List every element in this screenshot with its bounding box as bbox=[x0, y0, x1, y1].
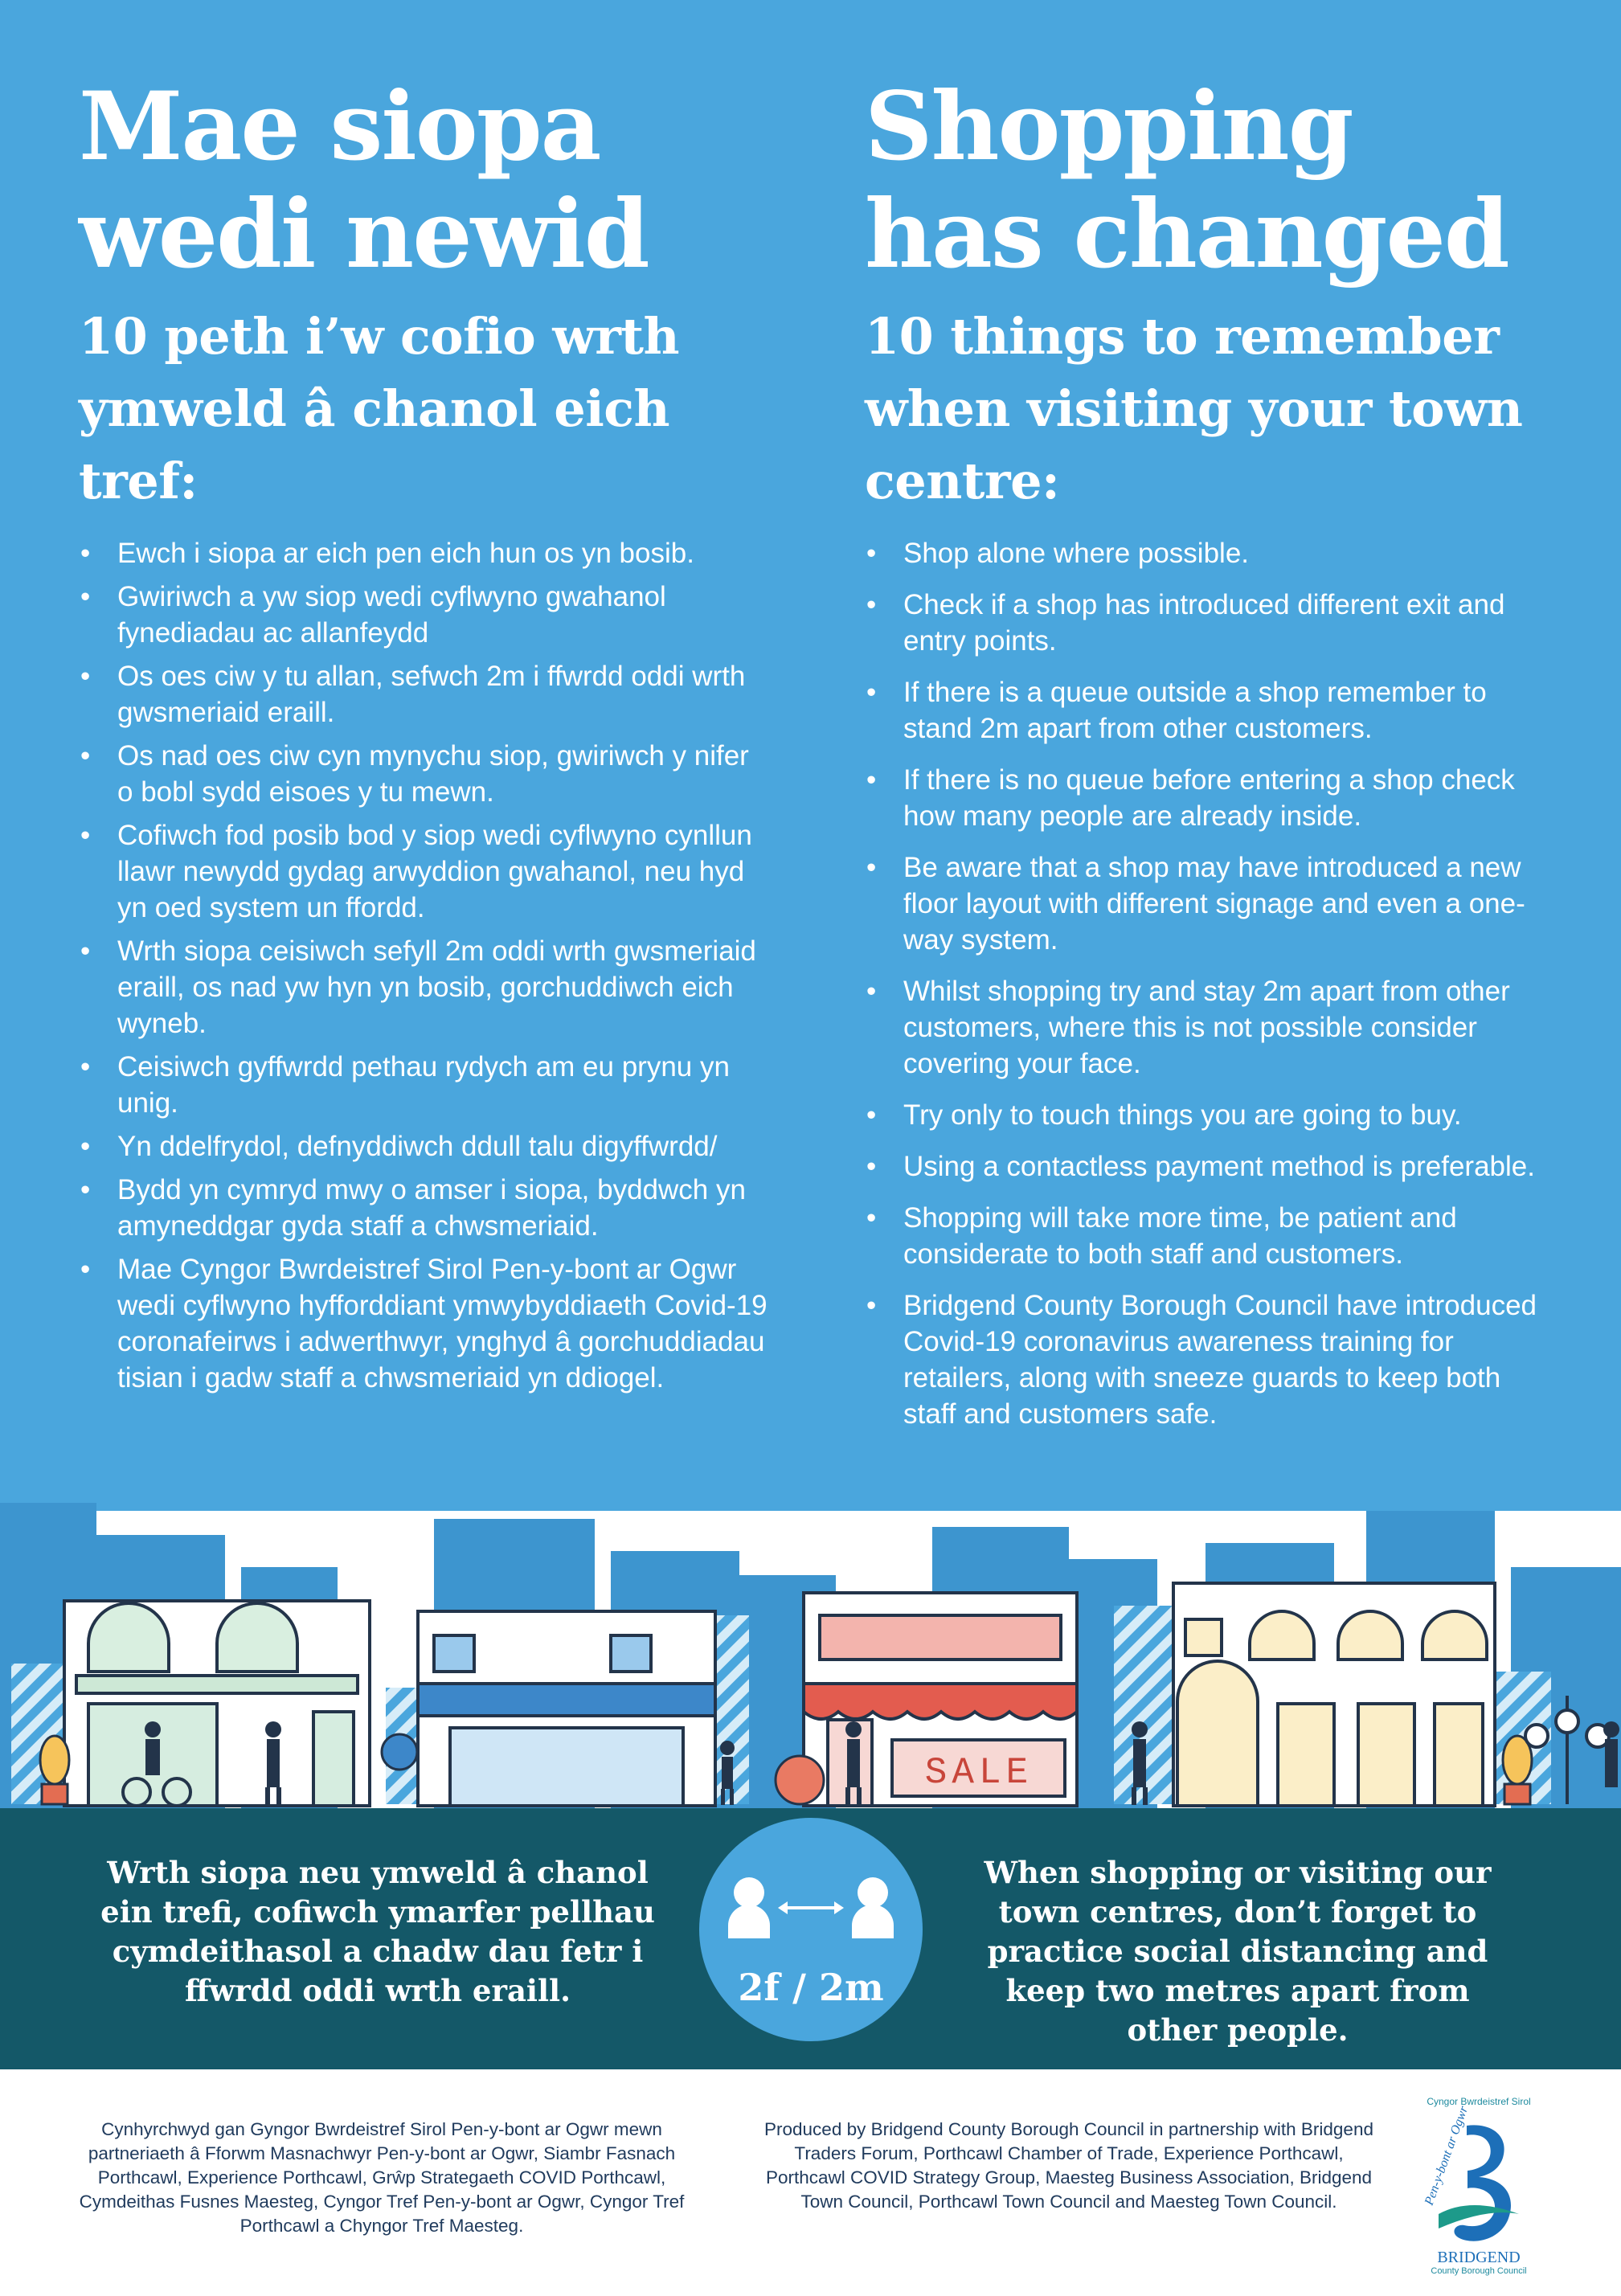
plant bbox=[40, 1736, 69, 1804]
list-item: • Ewch i siopa ar eich pen eich hun os yn bosib. bbox=[79, 535, 770, 571]
list-item: • Shopping will take more time, be patient and considerate to both staff and customers. bbox=[865, 1200, 1556, 1272]
bullet: • bbox=[80, 740, 91, 771]
bullet: • bbox=[866, 1099, 877, 1131]
list-item: • Whilst shopping try and stay 2m apart from other customers, where this is not possible consider covering your face. bbox=[865, 973, 1556, 1082]
logo-welsh-name: Pen-y-bont ar Ogwr bbox=[1422, 2104, 1472, 2208]
list-item: • Wrth siopa ceisiwch sefyll 2m oddi wrth gwsmeriaid eraill, os nad yw hyn yn bosib, gorchuddiwch eich wyneb. bbox=[79, 933, 770, 1042]
list-item: • Try only to touch things you are going to buy. bbox=[865, 1097, 1556, 1133]
logo-welsh-council: Cyngor Bwrdeistref Sirol bbox=[1427, 2096, 1531, 2107]
two-people-distance-icon bbox=[699, 1818, 923, 1962]
list-item: • Using a contactless payment method is preferable. bbox=[865, 1148, 1556, 1185]
bullet: • bbox=[80, 581, 91, 612]
list-item: • If there is a queue outside a shop remember to stand 2m apart from other customers. bbox=[865, 674, 1556, 747]
list-item: • Cofiwch fod posib bod y siop wedi cyflwyno cynllun llawr newydd gydag arwyddion gwahanol, neu hyd yn oed system un ffordd. bbox=[79, 817, 770, 926]
street-illustration bbox=[0, 1503, 1621, 1808]
bullet: • bbox=[866, 1290, 877, 1321]
shrub bbox=[382, 1734, 417, 1770]
list-item: • Bydd yn cymryd mwy o amser i siopa, byddwch yn amyneddgar gyda staff a chwsmeriaid. bbox=[79, 1172, 770, 1244]
bullet: • bbox=[80, 1051, 91, 1083]
english-distancing-message: When shopping or visiting our town centres, don’t forget to practice social distancing and keep two metres apart from other people. bbox=[984, 1855, 1492, 2048]
welsh-tips-list bbox=[79, 535, 770, 1396]
list-item: • Bridgend County Borough Council have introduced Covid-19 coronavirus awareness training for retailers, along with sneeze guards to keep both staff and customers safe. bbox=[865, 1287, 1556, 1432]
distancing-band bbox=[0, 1808, 1621, 2069]
bullet: • bbox=[866, 1202, 877, 1234]
english-subheading: 10 things to remember when visiting your town centre: bbox=[865, 307, 1523, 510]
welsh-column bbox=[79, 72, 770, 1403]
list-item: • Ceisiwch gyffwrdd pethau rydych am eu prynu yn unig. bbox=[79, 1049, 770, 1121]
bullet: • bbox=[80, 935, 91, 967]
bullet: • bbox=[866, 852, 877, 883]
bullet: • bbox=[866, 976, 877, 1007]
cream-building bbox=[1173, 1583, 1495, 1806]
welsh-subheading: 10 peth i’w cofio wrth ymweld â chanol eich tref: bbox=[79, 307, 680, 510]
logo-english-council: County Borough Council bbox=[1431, 2266, 1527, 2276]
list-item: • Check if a shop has introduced different exit and entry points. bbox=[865, 587, 1556, 659]
list-item: • Gwiriwch a yw siop wedi cyflwyno gwahanol fynediadau ac allanfeydd bbox=[79, 579, 770, 651]
bullet: • bbox=[80, 1131, 91, 1162]
bullet: • bbox=[866, 1151, 877, 1182]
bullet: • bbox=[80, 1174, 91, 1205]
distance-label: 2f / 2m bbox=[738, 1966, 884, 2009]
bullet: • bbox=[80, 1254, 91, 1285]
list-item: • Yn ddelfrydol, defnyddiwch ddull talu digyffwrdd/ bbox=[79, 1128, 770, 1164]
bullet: • bbox=[866, 764, 877, 796]
list-item: • If there is no queue before entering a shop check how many people are already inside. bbox=[865, 762, 1556, 834]
distance-badge bbox=[699, 1818, 923, 2041]
plant bbox=[1503, 1736, 1532, 1804]
english-tips-list bbox=[865, 535, 1556, 1432]
english-headline: Shopping has changed bbox=[865, 71, 1508, 289]
bullet: • bbox=[866, 677, 877, 708]
list-item: • Be aware that a shop may have introduced a new floor layout with different signage and even a one-way system. bbox=[865, 849, 1556, 958]
cafe-shop bbox=[64, 1601, 370, 1806]
list-item: • Os nad oes ciw cyn mynychu siop, gwiriwch y nifer o bobl sydd eisoes y tu mewn. bbox=[79, 738, 770, 810]
logo-english-name: BRIDGEND bbox=[1437, 2249, 1521, 2266]
welsh-distancing-message: Wrth siopa neu ymweld â chanol ein trefi, cofiwch ymarfer pellhau cymdeithasol a chadw dau fetr i ffwrdd oddi wrth eraill. bbox=[100, 1855, 655, 2008]
english-credit: Produced by Bridgend County Borough Council in partnership with Bridgend Traders Forum, Porthcawl Chamber of Trade, Experience Porthcawl, Porthcawl COVID Strategy Group, Maesteg Business Association, Bridgend Town Council, Porthcawl Town Council and Maesteg Town Council. bbox=[764, 2119, 1373, 2212]
footer bbox=[0, 2069, 1621, 2296]
sale-sign: SALE bbox=[924, 1752, 1034, 1794]
bullet: • bbox=[866, 589, 877, 620]
english-column bbox=[865, 72, 1556, 1447]
pedestrian bbox=[1603, 1721, 1619, 1787]
logo-b-mark bbox=[1454, 2125, 1511, 2241]
bullet: • bbox=[866, 538, 877, 569]
list-item: • Mae Cyngor Bwrdeistref Sirol Pen-y-bont ar Ogwr wedi cyflwyno hyfforddiant ymwybyddiaeth Covid-19 coronafeirws i adwerthwyr, ynghyd â gorchuddiadau tisian i gadw staff a chwsmeriaid yn ddiogel. bbox=[79, 1251, 770, 1396]
shrub bbox=[776, 1756, 824, 1804]
welsh-credit: Cynhyrchwyd gan Gyngor Bwrdeistref Sirol Pen-y-bont ar Ogwr mewn partneriaeth â Fforwm Masnachwyr Pen-y-bont ar Ogwr, Siambr Fasnach Porthcawl, Experience Porthcawl, Grŵp Strategaeth COVID Porthcawl, Cymdeithas Fusnes Maesteg, Cyngor Tref Pen-y-bont ar Ogwr, Cyngor Tref Porthcawl a Chyngor Tref Maesteg. bbox=[79, 2119, 685, 2236]
list-item: • Os oes ciw y tu allan, sefwch 2m i ffwrdd oddi wrth gwsmeriaid eraill. bbox=[79, 658, 770, 731]
welsh-headline: Mae siopa wedi newid bbox=[79, 71, 649, 289]
bullet: • bbox=[80, 820, 91, 851]
blue-cafe-shop bbox=[418, 1611, 715, 1806]
bullet: • bbox=[80, 538, 91, 569]
list-item: • Shop alone where possible. bbox=[865, 535, 1556, 571]
bullet: • bbox=[80, 661, 91, 692]
bridgend-council-logo bbox=[1414, 2093, 1543, 2278]
